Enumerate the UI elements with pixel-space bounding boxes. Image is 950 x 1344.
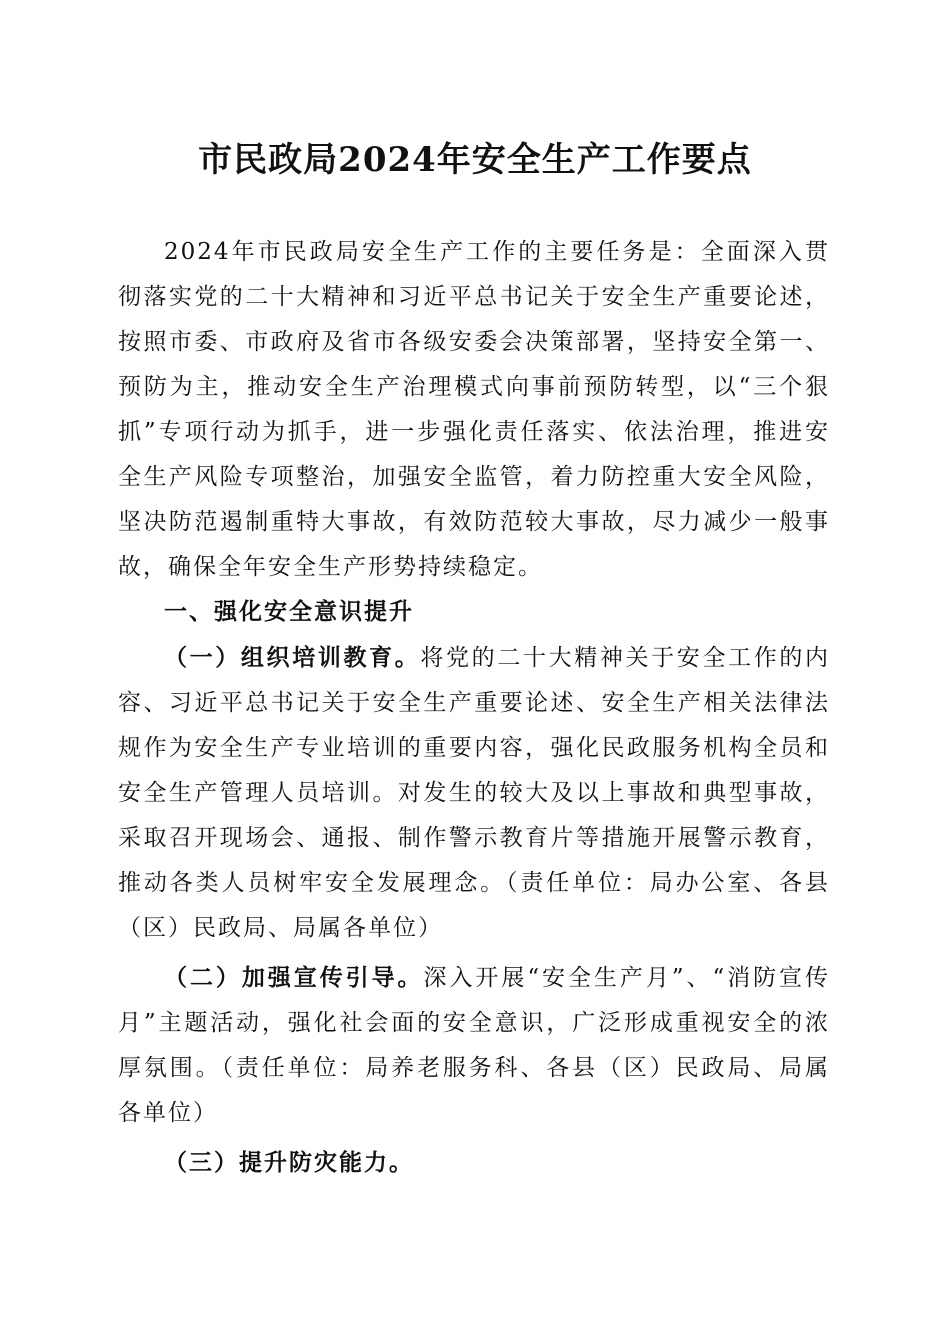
item-label-1: （一）组织培训教育。 [164, 644, 421, 671]
item-text-1: 将党的二十大精神关于安全工作的内容、习近平总书记关于安全生产重要论述、安全生产相关法律法规作为安全生产专业培训的重要内容，强化民政服务机构全员和安全生产管理人员培训。对发生的较大及以上事故和典型事故，采取召开现场会、通报、制作警示教育片等措施开展警示教育，推动各类人员树牢安全发展理念。（责任单位：局办公室、各县（区）民政局、局属各单位） [118, 645, 831, 941]
item-text-2: 深入开展“安全生产月”、“消防宣传月”主题活动，强化社会面的安全意识，广泛形成重视安全的浓厚氛围。（责任单位：局养老服务科、各县（区）民政局、局属各单位） [118, 965, 831, 1126]
item-label-2: （二）加强宣传引导。 [164, 964, 424, 991]
intro-paragraph: 2024年市民政局安全生产工作的主要任务是：全面深入贯彻落实党的二十大精神和习近平总书记关于安全生产重要论述，按照市委、市政府及省市各级安委会决策部署，坚持安全第一、预防为主，推动安全生产治理模式向事前预防转型，以“三个狠抓”专项行动为抓手，进一步强化责任落实、依法治理，推进安全生产风险专项整治，加强安全监管，着力防控重大安全风险，坚决防范遏制重特大事故，有效防范较大事故，尽力减少一般事故，确保全年安全生产形势持续稳定。 [118, 239, 830, 580]
item-paragraph-1 [118, 635, 830, 951]
document-title: 市民政局2024年安全生产工作要点 [198, 140, 752, 180]
section-heading-1: 一、强化安全意识提升 [164, 599, 414, 625]
document-body [118, 230, 830, 1186]
item-label-3: （三）提升防灾能力。 [164, 1149, 414, 1176]
item-paragraph-3 [118, 1140, 830, 1186]
item-paragraph-2 [118, 955, 830, 1136]
